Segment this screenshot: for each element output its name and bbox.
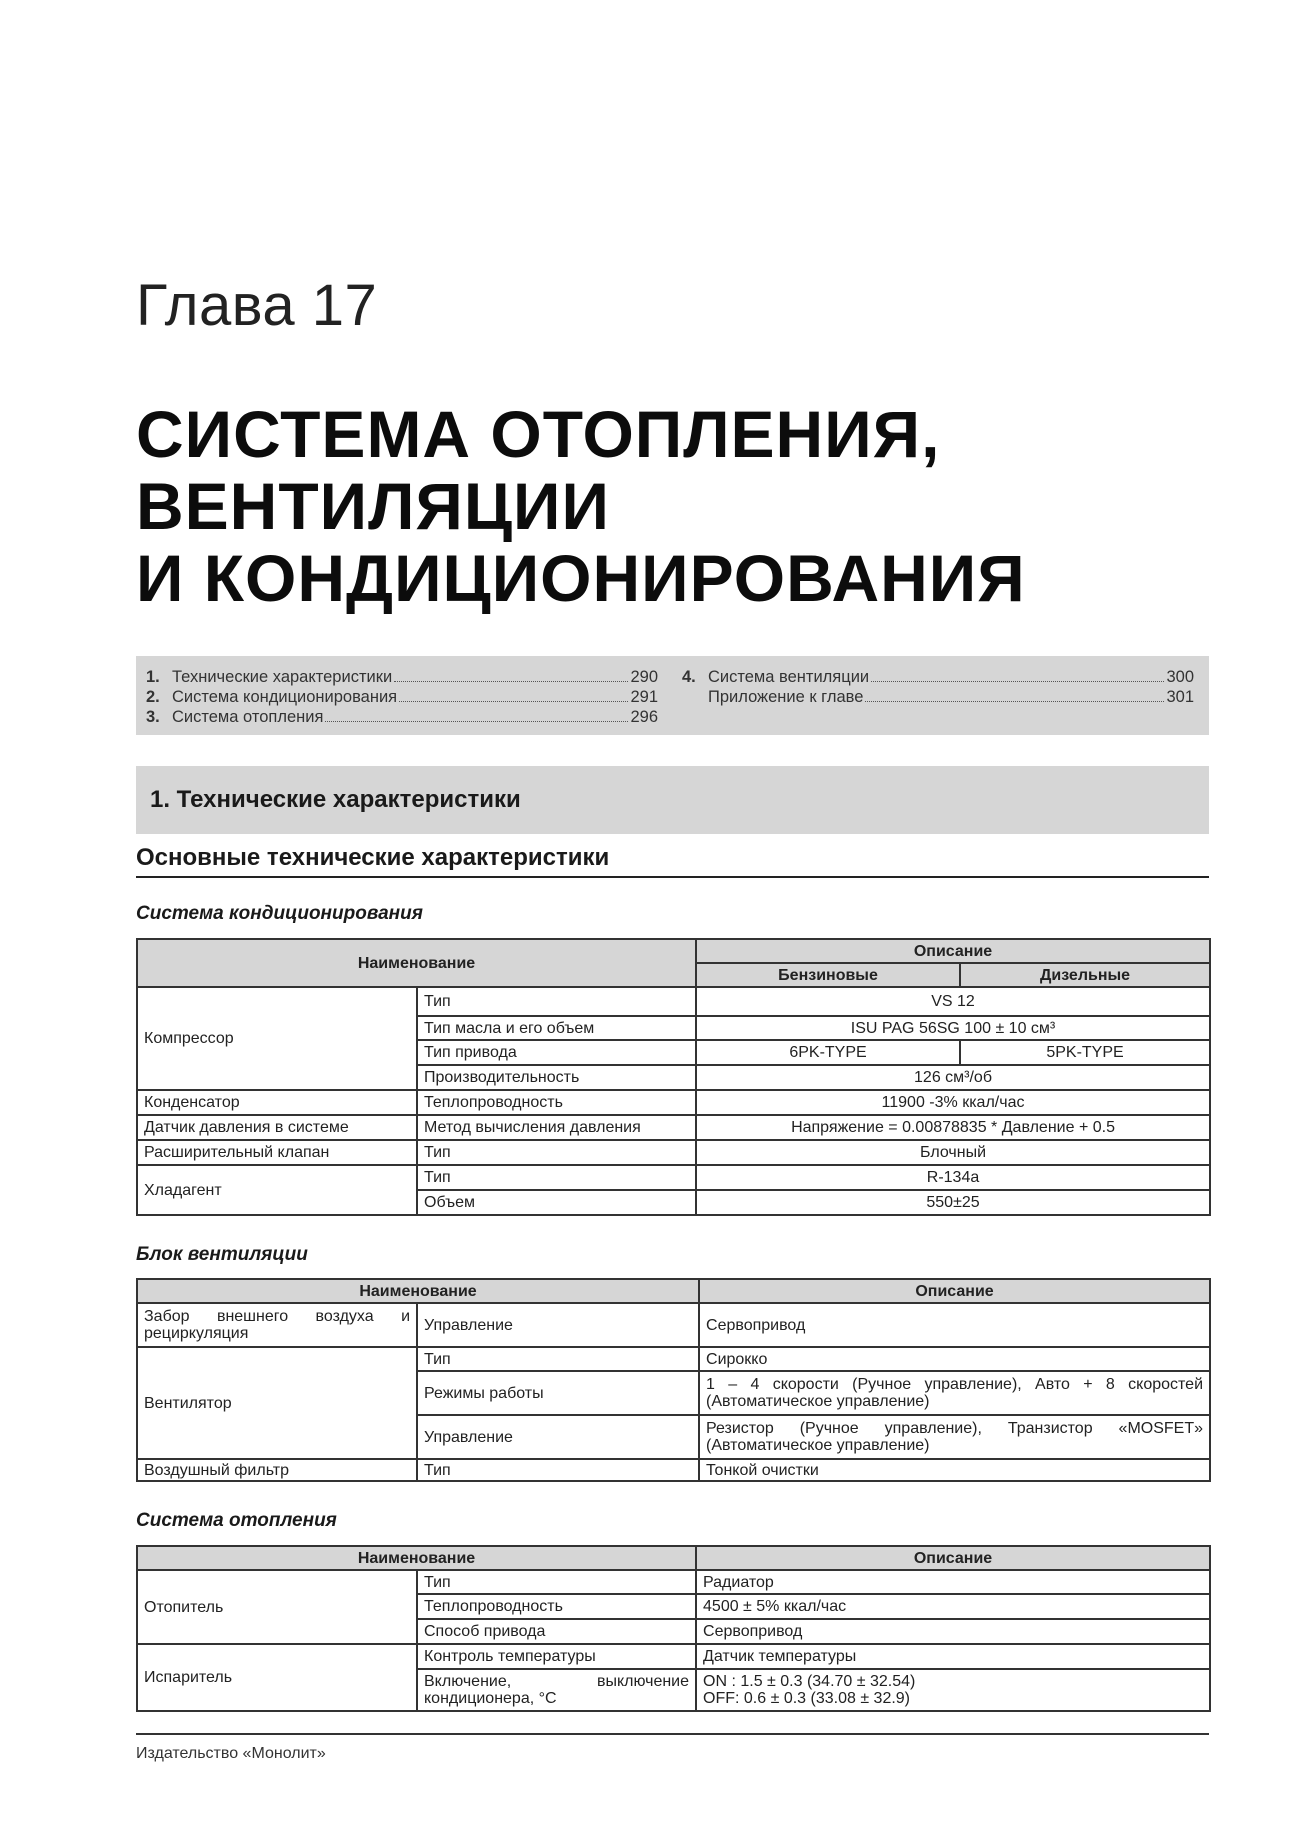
header-description: Описание: [696, 939, 1210, 963]
row-group-name: Конденсатор: [137, 1090, 417, 1115]
table-header-row: [137, 939, 1210, 963]
header-description: Описание: [699, 1279, 1210, 1303]
vent-spec-table: [136, 1278, 1211, 1482]
toc-item-text: Приложение к главе: [708, 688, 864, 706]
param-value-petrol: 6PK-TYPE: [696, 1040, 960, 1065]
table-row: [137, 1644, 1210, 1669]
param-label: Тип привода: [417, 1040, 696, 1065]
header-petrol: Бензиновые: [696, 963, 960, 987]
table-row: [137, 1303, 1210, 1347]
param-value: [696, 1669, 1210, 1711]
title-line: СИСТЕМА ОТОПЛЕНИЯ,: [136, 397, 941, 471]
param-label: Режимы работы: [417, 1371, 699, 1415]
toc-item-page: 300: [1166, 668, 1194, 686]
param-value: 550±25: [696, 1190, 1210, 1215]
toc-item-number: 2.: [146, 688, 160, 706]
param-label: Тип: [417, 1570, 696, 1594]
param-value: Сервопривод: [696, 1619, 1210, 1644]
param-value: ISU PAG 56SG 100 ± 10 см³: [696, 1016, 1210, 1040]
header-diesel: Дизельные: [960, 963, 1210, 987]
row-group-name: Отопитель: [137, 1570, 417, 1644]
param-value: VS 12: [696, 987, 1210, 1016]
toc-item-text: Система вентиляции: [708, 668, 870, 686]
title-line: ВЕНТИЛЯЦИИ: [136, 469, 610, 543]
toc-item-number: 1.: [146, 668, 160, 686]
table-row: [137, 1165, 1210, 1190]
param-label: Производительность: [417, 1065, 696, 1090]
toc-item[interactable]: [146, 707, 658, 727]
param-value: 11900 -3% ккал/час: [696, 1090, 1210, 1115]
param-value: Датчик температуры: [696, 1644, 1210, 1669]
param-value: Блочный: [696, 1140, 1210, 1165]
param-label: Управление: [417, 1415, 699, 1459]
param-value: Резистор (Ручное управление), Транзистор «MOSFET» (Автоматическое управление): [699, 1415, 1210, 1459]
row-group-name: Забор внешнего воздуха и рециркуляция: [137, 1303, 417, 1347]
table-row: [137, 1570, 1210, 1594]
param-label: Тип масла и его объем: [417, 1016, 696, 1040]
param-value: R-134a: [696, 1165, 1210, 1190]
param-value: Тонкой очистки: [699, 1459, 1210, 1481]
row-group-name: Расширительный клапан: [137, 1140, 417, 1165]
footer-divider: [136, 1733, 1209, 1735]
toc-item-text: Система кондиционирования: [172, 688, 398, 706]
ac-table-title: Система кондиционирования: [136, 903, 423, 924]
param-label: Тип: [417, 1165, 696, 1190]
table-row: [137, 1115, 1210, 1140]
param-label: Включение, выключение кондиционера, °С: [417, 1669, 696, 1711]
header-name: Наименование: [137, 939, 696, 987]
chapter-title: [136, 398, 1216, 614]
param-label: Теплопроводность: [417, 1594, 696, 1619]
toc-item[interactable]: [682, 667, 1194, 687]
section-title: 1. Технические характеристики: [150, 786, 521, 813]
row-group-name: Датчик давления в системе: [137, 1115, 417, 1140]
toc-column-right: [682, 667, 1194, 707]
param-value: Сирокко: [699, 1347, 1210, 1371]
subsection-heading: Основные технические характеристики: [136, 844, 1209, 878]
param-label: Метод вычисления давления: [417, 1115, 696, 1140]
toc-item[interactable]: [146, 687, 658, 707]
table-row: [137, 1459, 1210, 1481]
param-value: 4500 ± 5% ккал/час: [696, 1594, 1210, 1619]
section-header: [136, 766, 1209, 834]
toc-leader: [325, 721, 628, 722]
toc-item-number: 3.: [146, 708, 160, 726]
row-group-name: Воздушный фильтр: [137, 1459, 417, 1481]
vent-table-title: Блок вентиляции: [136, 1244, 308, 1265]
param-label: Контроль температуры: [417, 1644, 696, 1669]
param-label: Способ привода: [417, 1619, 696, 1644]
heat-spec-table: [136, 1545, 1211, 1712]
toc-column-left: [146, 667, 658, 727]
toc-leader: [865, 701, 1164, 702]
publisher-footer: Издательство «Монолит»: [136, 1745, 326, 1762]
toc-item-page: 290: [630, 668, 658, 686]
table-row: [137, 1347, 1210, 1371]
chapter-number: Глава 17: [136, 273, 378, 338]
param-label: Тип: [417, 1140, 696, 1165]
param-value: 126 см³/об: [696, 1065, 1210, 1090]
param-label: Тип: [417, 987, 696, 1016]
toc-leader: [871, 681, 1164, 682]
toc-item[interactable]: [146, 667, 658, 687]
param-label: Тип: [417, 1459, 699, 1481]
header-description: Описание: [696, 1546, 1210, 1570]
heat-table-title: Система отопления: [136, 1510, 337, 1531]
toc-item-page: 291: [630, 688, 658, 706]
table-header-row: [137, 1279, 1210, 1303]
param-label: Теплопроводность: [417, 1090, 696, 1115]
param-value: Радиатор: [696, 1570, 1210, 1594]
table-row: [137, 1140, 1210, 1165]
param-label: Объем: [417, 1190, 696, 1215]
param-value: Сервопривод: [699, 1303, 1210, 1347]
param-label: Управление: [417, 1303, 699, 1347]
param-value: Напряжение = 0.00878835 * Давление + 0.5: [696, 1115, 1210, 1140]
toc-leader: [399, 701, 628, 702]
table-of-contents: [136, 656, 1209, 735]
table-row: [137, 987, 1210, 1016]
table-row: [137, 1090, 1210, 1115]
param-value: 1 – 4 скорости (Ручное управление), Авто + 8 скоростей (Автоматическое управление): [699, 1371, 1210, 1415]
param-value-diesel: 5PK-TYPE: [960, 1040, 1210, 1065]
toc-item-page: 296: [630, 708, 658, 726]
header-name: Наименование: [137, 1279, 699, 1303]
on-value: ON : 1.5 ± 0.3 (34.70 ± 32.54): [703, 1673, 916, 1690]
toc-item[interactable]: [682, 687, 1194, 707]
title-line: И КОНДИЦИОНИРОВАНИЯ: [136, 541, 1026, 615]
row-group-name: Компрессор: [137, 987, 417, 1090]
row-group-name: Хладагент: [137, 1165, 417, 1215]
param-label: Тип: [417, 1347, 699, 1371]
table-header-row: [137, 1546, 1210, 1570]
toc-item-text: Технические характеристики: [172, 668, 393, 686]
toc-leader: [394, 681, 628, 682]
row-group-name: Вентилятор: [137, 1347, 417, 1459]
row-group-name: Испаритель: [137, 1644, 417, 1711]
header-name: Наименование: [137, 1546, 696, 1570]
ac-spec-table: [136, 938, 1211, 1216]
toc-item-text: Система отопления: [172, 708, 324, 726]
toc-item-page: 301: [1166, 688, 1194, 706]
toc-item-number: 4.: [682, 668, 696, 686]
off-value: OFF: 0.6 ± 0.3 (33.08 ± 32.9): [703, 1690, 911, 1707]
